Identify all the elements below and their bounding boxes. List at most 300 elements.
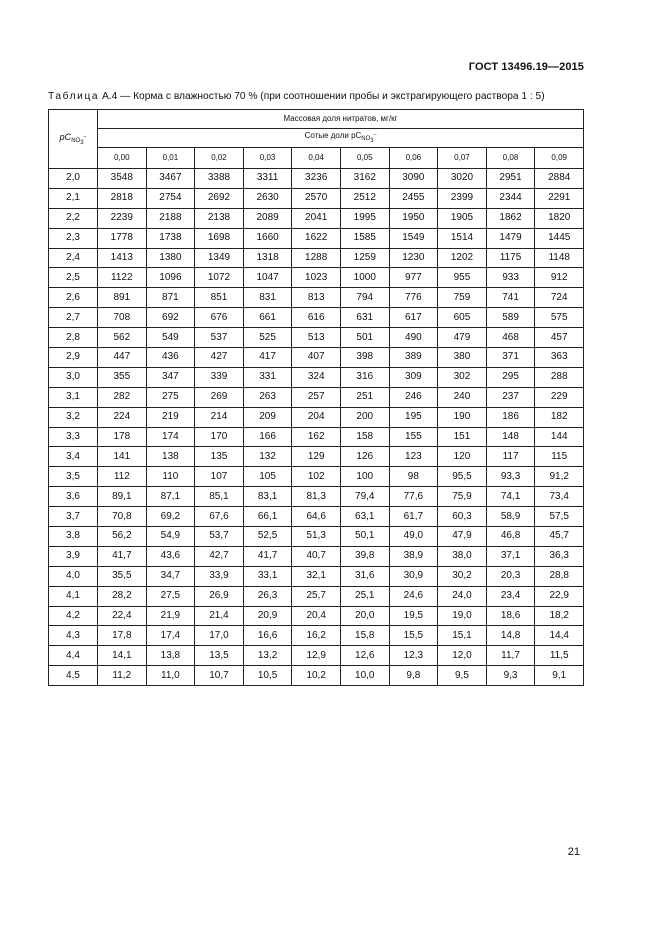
row-label-cell: 2,6 bbox=[49, 288, 98, 308]
table-row bbox=[49, 248, 584, 268]
table-cell: 224 bbox=[98, 407, 147, 427]
table-cell: 70,8 bbox=[98, 507, 147, 527]
table-cell: 178 bbox=[98, 427, 147, 447]
column-header: 0,02 bbox=[195, 148, 244, 169]
table-cell: 182 bbox=[535, 407, 584, 427]
table-cell: 2630 bbox=[243, 188, 292, 208]
table-cell: 309 bbox=[389, 367, 438, 387]
table-cell: 41,7 bbox=[98, 546, 147, 566]
table-cell: 9,8 bbox=[389, 666, 438, 686]
table-cell: 692 bbox=[146, 308, 195, 328]
table-cell: 479 bbox=[438, 328, 487, 348]
table-cell: 11,5 bbox=[535, 646, 584, 666]
column-header: 0,05 bbox=[340, 148, 389, 169]
table-cell: 2041 bbox=[292, 208, 341, 228]
table-cell: 17,4 bbox=[146, 626, 195, 646]
table-row bbox=[49, 467, 584, 487]
table-cell: 407 bbox=[292, 348, 341, 368]
table-cell: 661 bbox=[243, 308, 292, 328]
table-cell: 23,4 bbox=[486, 586, 535, 606]
table-cell: 120 bbox=[438, 447, 487, 467]
table-cell: 57,5 bbox=[535, 507, 584, 527]
table-cell: 155 bbox=[389, 427, 438, 447]
table-cell: 14,1 bbox=[98, 646, 147, 666]
table-cell: 13,2 bbox=[243, 646, 292, 666]
table-cell: 21,9 bbox=[146, 606, 195, 626]
table-cell: 257 bbox=[292, 387, 341, 407]
table-cell: 37,1 bbox=[486, 546, 535, 566]
table-cell: 1820 bbox=[535, 208, 584, 228]
table-row bbox=[49, 566, 584, 586]
table-cell: 851 bbox=[195, 288, 244, 308]
row-label-cell: 2,8 bbox=[49, 328, 98, 348]
table-cell: 200 bbox=[340, 407, 389, 427]
row-label-cell: 2,7 bbox=[49, 308, 98, 328]
table-cell: 25,7 bbox=[292, 586, 341, 606]
row-label-cell: 3,8 bbox=[49, 527, 98, 547]
table-row bbox=[49, 447, 584, 467]
table-cell: 9,5 bbox=[438, 666, 487, 686]
table-cell: 10,2 bbox=[292, 666, 341, 686]
table-cell: 64,6 bbox=[292, 507, 341, 527]
table-cell: 151 bbox=[438, 427, 487, 447]
sub-header: Сотые доли $pC_{NO_3^-}$ bbox=[98, 129, 584, 148]
table-cell: 38,0 bbox=[438, 546, 487, 566]
row-label-cell: 2,5 bbox=[49, 268, 98, 288]
table-cell: 144 bbox=[535, 427, 584, 447]
table-cell: 170 bbox=[195, 427, 244, 447]
table-cell: 1047 bbox=[243, 268, 292, 288]
table-cell: 105 bbox=[243, 467, 292, 487]
table-cell: 11,7 bbox=[486, 646, 535, 666]
table-cell: 58,9 bbox=[486, 507, 535, 527]
table-cell: 115 bbox=[535, 447, 584, 467]
table-cell: 3311 bbox=[243, 169, 292, 189]
table-cell: 77,6 bbox=[389, 487, 438, 507]
column-header: 0,01 bbox=[146, 148, 195, 169]
table-cell: 33,1 bbox=[243, 566, 292, 586]
table-row bbox=[49, 427, 584, 447]
table-cell: 2570 bbox=[292, 188, 341, 208]
table-cell: 20,3 bbox=[486, 566, 535, 586]
table-cell: 12,9 bbox=[292, 646, 341, 666]
table-row bbox=[49, 507, 584, 527]
table-cell: 12,6 bbox=[340, 646, 389, 666]
table-cell: 1318 bbox=[243, 248, 292, 268]
table-cell: 513 bbox=[292, 328, 341, 348]
row-label-cell: 3,6 bbox=[49, 487, 98, 507]
table-cell: 1514 bbox=[438, 228, 487, 248]
table-cell: 15,8 bbox=[340, 626, 389, 646]
table-cell: 676 bbox=[195, 308, 244, 328]
table-cell: 132 bbox=[243, 447, 292, 467]
table-cell: 117 bbox=[486, 447, 535, 467]
table-cell: 20,9 bbox=[243, 606, 292, 626]
table-cell: 49,0 bbox=[389, 527, 438, 547]
table-cell: 12,3 bbox=[389, 646, 438, 666]
table-row bbox=[49, 188, 584, 208]
caption-label: Таблица bbox=[48, 91, 100, 102]
table-cell: 112 bbox=[98, 467, 147, 487]
table-cell: 741 bbox=[486, 288, 535, 308]
table-cell: 1995 bbox=[340, 208, 389, 228]
table-cell: 162 bbox=[292, 427, 341, 447]
row-label-cell: 3,9 bbox=[49, 546, 98, 566]
table-cell: 135 bbox=[195, 447, 244, 467]
table-cell: 10,5 bbox=[243, 666, 292, 686]
table-cell: 24,0 bbox=[438, 586, 487, 606]
table-cell: 10,7 bbox=[195, 666, 244, 686]
table-cell: 69,2 bbox=[146, 507, 195, 527]
table-cell: 25,1 bbox=[340, 586, 389, 606]
table-cell: 347 bbox=[146, 367, 195, 387]
table-cell: 10,0 bbox=[340, 666, 389, 686]
table-cell: 331 bbox=[243, 367, 292, 387]
table-cell: 1230 bbox=[389, 248, 438, 268]
table-cell: 74,1 bbox=[486, 487, 535, 507]
table-cell: 30,2 bbox=[438, 566, 487, 586]
table-cell: 1288 bbox=[292, 248, 341, 268]
row-label-cell: 4,1 bbox=[49, 586, 98, 606]
table-row bbox=[49, 308, 584, 328]
table-cell: 34,7 bbox=[146, 566, 195, 586]
table-cell: 501 bbox=[340, 328, 389, 348]
top-header: Массовая доля нитратов, мг/кг bbox=[98, 110, 584, 129]
table-cell: 1622 bbox=[292, 228, 341, 248]
column-header: 0,03 bbox=[243, 148, 292, 169]
table-cell: 2818 bbox=[98, 188, 147, 208]
table-cell: 275 bbox=[146, 387, 195, 407]
table-cell: 67,6 bbox=[195, 507, 244, 527]
table-cell: 537 bbox=[195, 328, 244, 348]
table-cell: 46,8 bbox=[486, 527, 535, 547]
table-cell: 246 bbox=[389, 387, 438, 407]
nitrate-table bbox=[48, 109, 584, 686]
table-cell: 50,1 bbox=[340, 527, 389, 547]
table-cell: 977 bbox=[389, 268, 438, 288]
table-cell: 35,5 bbox=[98, 566, 147, 586]
table-cell: 759 bbox=[438, 288, 487, 308]
table-row bbox=[49, 527, 584, 547]
table-cell: 1445 bbox=[535, 228, 584, 248]
table-cell: 16,2 bbox=[292, 626, 341, 646]
table-cell: 380 bbox=[438, 348, 487, 368]
table-cell: 355 bbox=[98, 367, 147, 387]
table-cell: 490 bbox=[389, 328, 438, 348]
table-cell: 24,6 bbox=[389, 586, 438, 606]
table-cell: 616 bbox=[292, 308, 341, 328]
table-row bbox=[49, 367, 584, 387]
row-header-pc: $pC_{NO_3^-}$ bbox=[49, 110, 98, 169]
table-cell: 63,1 bbox=[340, 507, 389, 527]
table-cell: 389 bbox=[389, 348, 438, 368]
table-cell: 1349 bbox=[195, 248, 244, 268]
table-cell: 2754 bbox=[146, 188, 195, 208]
standard-number: ГОСТ 13496.19—2015 bbox=[468, 61, 584, 73]
row-label-cell: 2,9 bbox=[49, 348, 98, 368]
table-cell: 75,9 bbox=[438, 487, 487, 507]
row-label-cell: 3,2 bbox=[49, 407, 98, 427]
table-cell: 12,0 bbox=[438, 646, 487, 666]
row-label-cell: 2,4 bbox=[49, 248, 98, 268]
table-cell: 3162 bbox=[340, 169, 389, 189]
table-cell: 3467 bbox=[146, 169, 195, 189]
table-cell: 100 bbox=[340, 467, 389, 487]
table-cell: 19,0 bbox=[438, 606, 487, 626]
table-cell: 1202 bbox=[438, 248, 487, 268]
table-row bbox=[49, 387, 584, 407]
column-header: 0,06 bbox=[389, 148, 438, 169]
table-cell: 22,4 bbox=[98, 606, 147, 626]
row-label-cell: 2,0 bbox=[49, 169, 98, 189]
table-cell: 1096 bbox=[146, 268, 195, 288]
table-cell: 110 bbox=[146, 467, 195, 487]
row-label-cell: 3,4 bbox=[49, 447, 98, 467]
table-cell: 468 bbox=[486, 328, 535, 348]
table-row bbox=[49, 348, 584, 368]
table-cell: 3020 bbox=[438, 169, 487, 189]
table-cell: 1122 bbox=[98, 268, 147, 288]
table-cell: 589 bbox=[486, 308, 535, 328]
page-number: 21 bbox=[567, 846, 580, 858]
table-cell: 525 bbox=[243, 328, 292, 348]
table-cell: 47,9 bbox=[438, 527, 487, 547]
table-cell: 66,1 bbox=[243, 507, 292, 527]
table-cell: 2512 bbox=[340, 188, 389, 208]
table-cell: 51,3 bbox=[292, 527, 341, 547]
table-cell: 53,7 bbox=[195, 527, 244, 547]
table-cell: 26,9 bbox=[195, 586, 244, 606]
table-cell: 20,0 bbox=[340, 606, 389, 626]
caption-text: А.4 — Корма с влажностью 70 % (при соотношении пробы и экстрагирующего раствора 1 : 5) bbox=[99, 91, 545, 102]
table-cell: 2239 bbox=[98, 208, 147, 228]
table-cell: 1738 bbox=[146, 228, 195, 248]
table-cell: 776 bbox=[389, 288, 438, 308]
table-cell: 129 bbox=[292, 447, 341, 467]
table-cell: 87,1 bbox=[146, 487, 195, 507]
table-cell: 11,0 bbox=[146, 666, 195, 686]
table-cell: 1380 bbox=[146, 248, 195, 268]
table-cell: 166 bbox=[243, 427, 292, 447]
table-cell: 28,8 bbox=[535, 566, 584, 586]
table-cell: 2344 bbox=[486, 188, 535, 208]
table-cell: 52,5 bbox=[243, 527, 292, 547]
table-cell: 708 bbox=[98, 308, 147, 328]
table-cell: 1259 bbox=[340, 248, 389, 268]
table-cell: 83,1 bbox=[243, 487, 292, 507]
column-header: 0,00 bbox=[98, 148, 147, 169]
row-label-cell: 3,0 bbox=[49, 367, 98, 387]
table-cell: 39,8 bbox=[340, 546, 389, 566]
row-label-cell: 4,2 bbox=[49, 606, 98, 626]
table-cell: 2951 bbox=[486, 169, 535, 189]
table-cell: 30,9 bbox=[389, 566, 438, 586]
table-cell: 17,8 bbox=[98, 626, 147, 646]
table-cell: 955 bbox=[438, 268, 487, 288]
table-cell: 85,1 bbox=[195, 487, 244, 507]
table-cell: 339 bbox=[195, 367, 244, 387]
table-cell: 138 bbox=[146, 447, 195, 467]
table-cell: 2884 bbox=[535, 169, 584, 189]
table-cell: 229 bbox=[535, 387, 584, 407]
table-cell: 813 bbox=[292, 288, 341, 308]
table-caption bbox=[48, 91, 545, 102]
table-cell: 1072 bbox=[195, 268, 244, 288]
table-row bbox=[49, 646, 584, 666]
column-header: 0,08 bbox=[486, 148, 535, 169]
table-cell: 371 bbox=[486, 348, 535, 368]
table-cell: 13,8 bbox=[146, 646, 195, 666]
table-cell: 549 bbox=[146, 328, 195, 348]
table-cell: 102 bbox=[292, 467, 341, 487]
table-cell: 933 bbox=[486, 268, 535, 288]
table-row bbox=[49, 666, 584, 686]
table-cell: 251 bbox=[340, 387, 389, 407]
table-cell: 1023 bbox=[292, 268, 341, 288]
table-cell: 209 bbox=[243, 407, 292, 427]
table-row bbox=[49, 407, 584, 427]
table-cell: 724 bbox=[535, 288, 584, 308]
table-cell: 2455 bbox=[389, 188, 438, 208]
table-cell: 17,0 bbox=[195, 626, 244, 646]
row-label-cell: 2,3 bbox=[49, 228, 98, 248]
row-label-cell: 4,4 bbox=[49, 646, 98, 666]
table-cell: 93,3 bbox=[486, 467, 535, 487]
table-cell: 89,1 bbox=[98, 487, 147, 507]
table-cell: 2291 bbox=[535, 188, 584, 208]
table-cell: 148 bbox=[486, 427, 535, 447]
table-cell: 38,9 bbox=[389, 546, 438, 566]
table-row bbox=[49, 208, 584, 228]
table-cell: 60,3 bbox=[438, 507, 487, 527]
table-cell: 1549 bbox=[389, 228, 438, 248]
row-label-cell: 4,3 bbox=[49, 626, 98, 646]
table-cell: 214 bbox=[195, 407, 244, 427]
table-cell: 16,6 bbox=[243, 626, 292, 646]
table-cell: 42,7 bbox=[195, 546, 244, 566]
table-cell: 31,6 bbox=[340, 566, 389, 586]
table-cell: 21,4 bbox=[195, 606, 244, 626]
row-label-cell: 3,3 bbox=[49, 427, 98, 447]
table-cell: 398 bbox=[340, 348, 389, 368]
table-row bbox=[49, 606, 584, 626]
column-header: 0,09 bbox=[535, 148, 584, 169]
table-cell: 61,7 bbox=[389, 507, 438, 527]
table-cell: 302 bbox=[438, 367, 487, 387]
table-cell: 18,2 bbox=[535, 606, 584, 626]
table-cell: 562 bbox=[98, 328, 147, 348]
table-cell: 79,4 bbox=[340, 487, 389, 507]
table-cell: 3236 bbox=[292, 169, 341, 189]
table-cell: 1000 bbox=[340, 268, 389, 288]
table-cell: 1660 bbox=[243, 228, 292, 248]
table-cell: 141 bbox=[98, 447, 147, 467]
table-cell: 107 bbox=[195, 467, 244, 487]
table-cell: 263 bbox=[243, 387, 292, 407]
table-cell: 9,3 bbox=[486, 666, 535, 686]
table-cell: 28,2 bbox=[98, 586, 147, 606]
table-row bbox=[49, 268, 584, 288]
table-cell: 73,4 bbox=[535, 487, 584, 507]
table-cell: 219 bbox=[146, 407, 195, 427]
table-cell: 158 bbox=[340, 427, 389, 447]
table-cell: 11,2 bbox=[98, 666, 147, 686]
table-cell: 617 bbox=[389, 308, 438, 328]
row-label-cell: 3,1 bbox=[49, 387, 98, 407]
table-cell: 912 bbox=[535, 268, 584, 288]
table-cell: 3548 bbox=[98, 169, 147, 189]
table-cell: 19,5 bbox=[389, 606, 438, 626]
table-cell: 18,6 bbox=[486, 606, 535, 626]
table-cell: 81,3 bbox=[292, 487, 341, 507]
table-cell: 1148 bbox=[535, 248, 584, 268]
table-cell: 26,3 bbox=[243, 586, 292, 606]
table-cell: 436 bbox=[146, 348, 195, 368]
table-cell: 15,5 bbox=[389, 626, 438, 646]
table-row bbox=[49, 626, 584, 646]
table-cell: 1479 bbox=[486, 228, 535, 248]
table-cell: 831 bbox=[243, 288, 292, 308]
table-row bbox=[49, 228, 584, 248]
table-cell: 98 bbox=[389, 467, 438, 487]
table-cell: 2089 bbox=[243, 208, 292, 228]
table-cell: 95,5 bbox=[438, 467, 487, 487]
table-cell: 2188 bbox=[146, 208, 195, 228]
table-cell: 324 bbox=[292, 367, 341, 387]
table-cell: 1950 bbox=[389, 208, 438, 228]
table-cell: 204 bbox=[292, 407, 341, 427]
table-cell: 871 bbox=[146, 288, 195, 308]
table-cell: 9,1 bbox=[535, 666, 584, 686]
table-cell: 126 bbox=[340, 447, 389, 467]
table-cell: 123 bbox=[389, 447, 438, 467]
table-cell: 1413 bbox=[98, 248, 147, 268]
row-label-cell: 4,5 bbox=[49, 666, 98, 686]
table-cell: 2399 bbox=[438, 188, 487, 208]
table-cell: 237 bbox=[486, 387, 535, 407]
table-cell: 54,9 bbox=[146, 527, 195, 547]
table-cell: 27,5 bbox=[146, 586, 195, 606]
table-cell: 2692 bbox=[195, 188, 244, 208]
table-cell: 316 bbox=[340, 367, 389, 387]
table-row bbox=[49, 169, 584, 189]
table-cell: 14,4 bbox=[535, 626, 584, 646]
table-cell: 190 bbox=[438, 407, 487, 427]
table-cell: 195 bbox=[389, 407, 438, 427]
table-cell: 3388 bbox=[195, 169, 244, 189]
table-cell: 22,9 bbox=[535, 586, 584, 606]
column-header: 0,07 bbox=[438, 148, 487, 169]
row-label-cell: 4,0 bbox=[49, 566, 98, 586]
table-row bbox=[49, 586, 584, 606]
table-cell: 1175 bbox=[486, 248, 535, 268]
table-cell: 417 bbox=[243, 348, 292, 368]
table-cell: 32,1 bbox=[292, 566, 341, 586]
table-cell: 36,3 bbox=[535, 546, 584, 566]
table-cell: 1585 bbox=[340, 228, 389, 248]
table-row bbox=[49, 288, 584, 308]
table-row bbox=[49, 487, 584, 507]
table-cell: 15,1 bbox=[438, 626, 487, 646]
table-cell: 447 bbox=[98, 348, 147, 368]
table-cell: 174 bbox=[146, 427, 195, 447]
row-label-cell: 3,5 bbox=[49, 467, 98, 487]
table-cell: 363 bbox=[535, 348, 584, 368]
row-label-cell: 2,2 bbox=[49, 208, 98, 228]
table-cell: 891 bbox=[98, 288, 147, 308]
table-cell: 575 bbox=[535, 308, 584, 328]
table-cell: 56,2 bbox=[98, 527, 147, 547]
